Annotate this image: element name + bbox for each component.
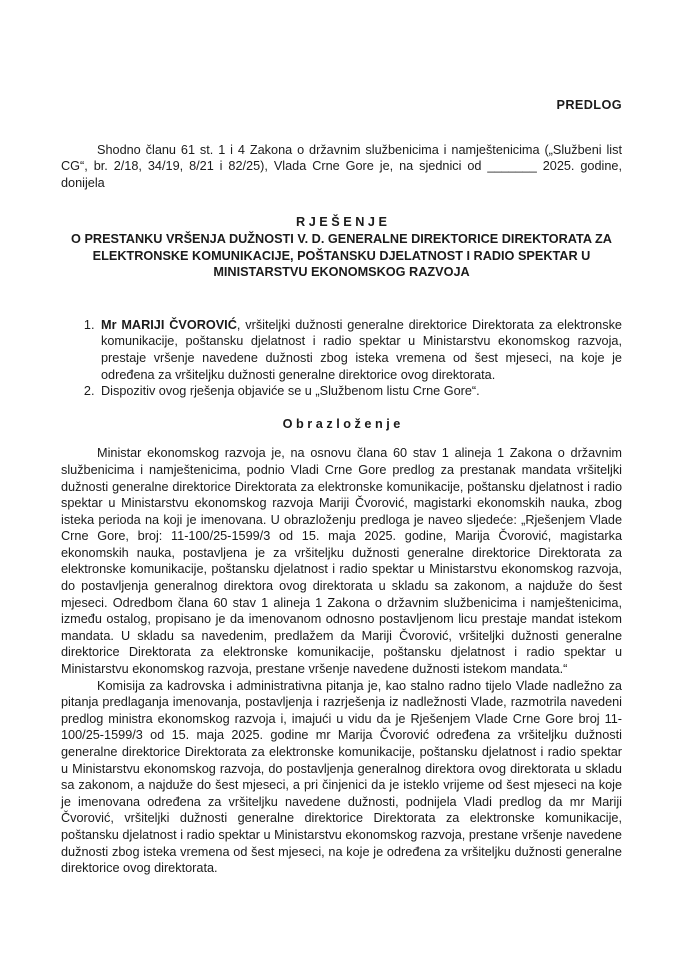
- decision-item-1: [98, 317, 622, 383]
- decision-title: R J E Š E N J E: [296, 215, 387, 230]
- decision-item-2: [98, 383, 622, 400]
- explanation-heading: O b r a z l o ž e n j e: [282, 416, 401, 431]
- intro-paragraph: Shodno članu 61 st. 1 i 4 Zakona o državnim službenicima i namještenicima („Službeni list CG“, br. 2/18, 34/19, 8/21 i 82/25), Vlada Crne Gore je, na sjednici od _______ 2025. godine, donijela: [61, 142, 622, 190]
- decision-item-2-text: Dispozitiv ovog rješenja objaviće se u „Službenom listu Crne Gore“.: [101, 384, 480, 399]
- explanation-paragraph-2: Komisija za kadrovska i administrativna pitanja je, kao stalno radno tijelo Vlade nadležno za pitanja predlaganja imenovanja, postavljenja i razrješenja iz nadležnosti Vlade, razmotrila navedeni predlog ministra ekonomskog razvoja i, imajući u vidu da je Rješenjem Vlade Crne Gore broj 11-100/25-1599/3 od 15. maja 2025. godine mr Marija Čvorović određena za vršiteljku dužnosti generalne direktorice Direktorata za elektronske komunikacije, poštansku djelatnost i radio spektar u Ministarstvu ekonomskog razvoja, do postavljenja generalnog direktora ovog direktorata u skladu sa zakonom, a najduže do šest mjeseci, a pri činjenici da je isteklo vrijeme od šest mjeseci na koje je imenovana određena za vršiteljku navedene dužnosti, podnijela Vladi predlog da mr Mariji Čvorović, vršiteljki dužnosti generalne direktorice Direktorata za elektronske komunikacije, poštansku djelatnost i radio spektar u Ministarstvu ekonomskog razvoja, prestane vršenje navedene dužnosti zbog isteka vremena od šest mjeseci, na koje je određena za vršiteljku dužnosti generalne direktorice ovog direktorata.: [61, 678, 622, 876]
- decision-items: [61, 317, 622, 400]
- decision-item-1-name: Mr MARIJI ČVOROVIĆ: [101, 317, 237, 332]
- decision-item-1-text: , vršiteljki dužnosti generalne direktorice Direktorata za elektronske komunikacije, poštansku djelatnost i radio spektar u Ministarstvu ekonomskog razvoja, prestaje vršenje navedene dužnosti zbog isteka vremena od šest mjeseci, na koje je određena za vršiteljku dužnosti generalne direktorice ovog direktorata.: [101, 317, 622, 382]
- decision-subtitle: O PRESTANKU VRŠENJA DUŽNOSTI V. D. GENERALNE DIREKTORICE DIREKTORATA ZA ELEKTRONSKE KOMUNIKACIJE, POŠTANSKU DJELATNOST I RADIO SPEKTAR U MINISTARSTVU EKONOMSKOG RAZVOJA: [71, 231, 612, 280]
- explanation-paragraph-1: Ministar ekonomskog razvoja je, na osnovu člana 60 stav 1 alineja 1 Zakona o državnim službenicima i namještenicima, podnio Vladi Crne Gore predlog za prestanak mandata vršiteljki dužnosti generalne direktorice Direktorata za elektronske komunikacije, poštansku djelatnost i radio spektar u Ministarstvu ekonomskog razvoja Mariji Čvorović, magistarki ekonomskih nauka, zbog isteka perioda na koji je imenovana. U obrazloženju predloga je naveo sljedeće: „Rješenjem Vlade Crne Gore, broj: 11-100/25-1599/3 od 15. maja 2025. godine, Marija Čvorović, magistarka ekonomskih nauka, postavljena je za vršiteljku dužnosti generalne direktorice Direktorata za elektronske komunikacije, poštansku djelatnost i radio spektar u Ministarstvu ekonomskog razvoja, do postavljenja generalnog direktora ovog direktorata u skladu sa zakonom, a najduže do šest mjeseci. Odredbom člana 60 stav 1 alineja 1 Zakona o državnim službenicima i namještenicima, između ostalog, propisano je da imenovanom odnosno postavljenom licu prestaje mandat istekom mandata. U skladu sa navedenim, predlažem da Mariji Čvorović, vršiteljki dužnosti generalne direktorice Direktorata za elektronske komunikacije, poštansku djelatnost i radio spektar u Ministarstvu ekonomskog razvoja, prestane vršenje navedene dužnosti istekom mandata.“: [61, 446, 622, 677]
- document-label-predlog: PREDLOG: [556, 98, 622, 112]
